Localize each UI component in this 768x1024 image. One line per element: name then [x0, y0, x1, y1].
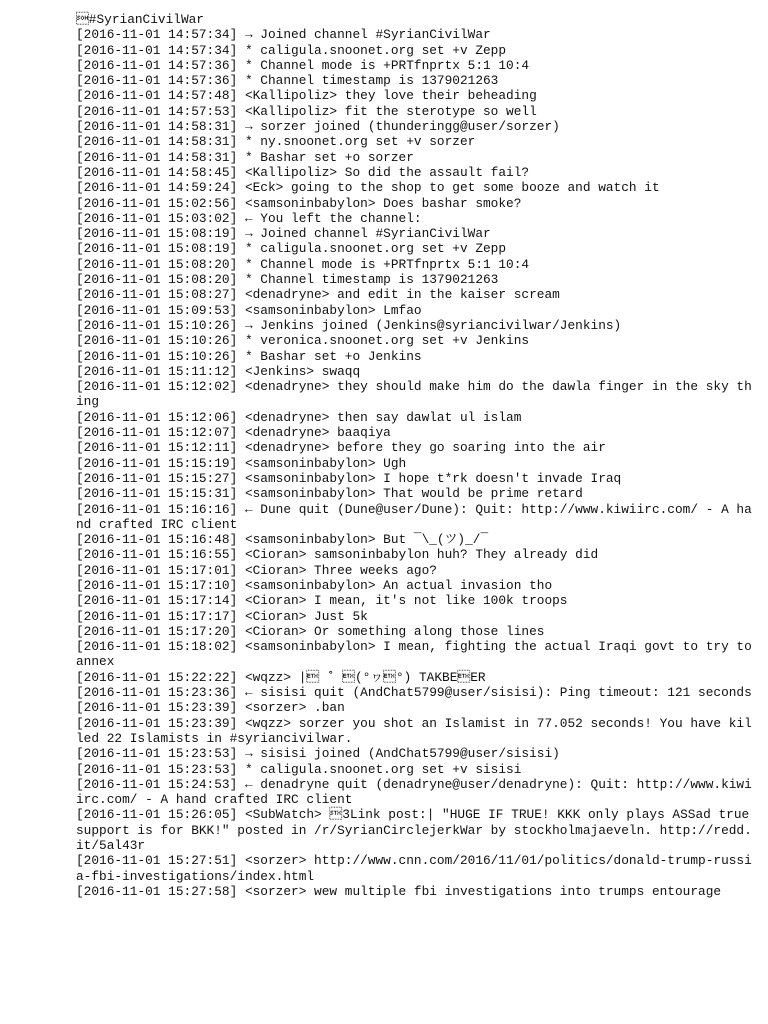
log-line: [2016-11-01 15:17:17] <Cioran> Just 5k — [76, 608, 368, 624]
log-line: [2016-11-01 15:08:27] <denadryne> and edit in the kaiser scream — [76, 287, 560, 303]
log-line: [2016-11-01 15:15:31] <samsoninbabylon> That would be prime retard — [76, 486, 583, 502]
log-line: [2016-11-01 15:23:53] → sisisi joined (AndChat5799@user/sisisi) — [76, 746, 560, 762]
log-line: [2016-11-01 15:08:20] * Channel mode is +PRTfnprtx 5:1 10:4 — [76, 256, 530, 272]
irc-log — [76, 12, 760, 899]
log-line: [2016-11-01 14:57:34] * caligula.snoonet.org set +v Zepp — [76, 42, 507, 58]
log-line: [2016-11-01 14:58:45] <Kallipoliz> So did the assault fail? — [76, 164, 530, 180]
log-line: [2016-11-01 15:17:01] <Cioran> Three weeks ago? — [76, 562, 437, 578]
log-line: [2016-11-01 14:57:48] <Kallipoliz> they love their beheading — [76, 88, 537, 104]
log-line: [2016-11-01 15:12:07] <denadryne> baaqiya — [76, 425, 391, 441]
log-line: [2016-11-01 15:17:14] <Cioran> I mean, it's not like 100k troops — [76, 593, 568, 609]
log-line: [2016-11-01 15:08:20] * Channel timestamp is 1379021263 — [76, 272, 499, 288]
log-line: [2016-11-01 14:57:36] * Channel timestamp is 1379021263 — [76, 73, 499, 89]
log-line: [2016-11-01 14:59:24] <Eck> going to the shop to get some booze and watch it — [76, 180, 660, 196]
log-line: [2016-11-01 14:58:31] * Bashar set +o sorzer — [76, 149, 414, 165]
log-line: [2016-11-01 15:10:26] * veronica.snoonet.org set +v Jenkins — [76, 333, 530, 349]
log-line: [2016-11-01 15:02:56] <samsoninbabylon> Does bashar smoke? — [76, 195, 522, 211]
log-line: [2016-11-01 15:18:02] <samsoninbabylon> I mean, fighting the actual Iraqi govt to try to annex — [76, 639, 760, 670]
log-line: [2016-11-01 15:15:27] <samsoninbabylon> I hope t*rk doesn't invade Iraq — [76, 470, 622, 486]
log-line: [2016-11-01 15:15:19] <samsoninbabylon> Ugh — [76, 455, 407, 471]
log-line: [2016-11-01 15:16:16] ← Dune quit (Dune@user/Dune): Quit: http://www.kiwiirc.com/ - A hand crafted IRC client — [76, 501, 752, 532]
log-line: [2016-11-01 14:57:36] * Channel mode is +PRTfnprtx 5:1 10:4 — [76, 57, 530, 73]
log-line: [2016-11-01 14:57:34] → Joined channel #SyrianCivilWar — [76, 27, 491, 43]
log-line: [2016-11-01 15:10:26] → Jenkins joined (Jenkins@syriancivilwar/Jenkins) — [76, 317, 622, 333]
log-line: [2016-11-01 15:22:22] <wqzz> | ˚ (°ヮ°) TAKBEER — [76, 669, 486, 685]
log-line: [2016-11-01 15:17:10] <samsoninbabylon> An actual invasion tho — [76, 577, 553, 593]
log-line: [2016-11-01 15:23:36] ← sisisi quit (AndChat5799@user/sisisi): Ping timeout: 121 seconds — [76, 685, 752, 701]
log-line: [2016-11-01 15:23:53] * caligula.snoonet.org set +v sisisi — [76, 761, 522, 777]
log-line: [2016-11-01 15:08:19] → Joined channel #SyrianCivilWar — [76, 226, 491, 242]
log-line: [2016-11-01 15:26:05] <SubWatch> 3Link post:| "HUGE IF TRUE! KKK only plays ASSad true support is for BKK!" posted in /r/SyrianCirclejerkWar by stockholmajaeveln. http://redd.it/5al43r — [76, 807, 757, 854]
log-line: [2016-11-01 14:58:31] * ny.snoonet.org set +v sorzer — [76, 134, 476, 150]
log-line: [2016-11-01 15:16:48] <samsoninbabylon> But ¯\_(ツ)_/¯ — [76, 532, 489, 548]
log-line: [2016-11-01 15:12:02] <denadryne> they should make him do the dawla finger in the sky thing — [76, 379, 752, 410]
channel-header: #SyrianCivilWar — [76, 12, 204, 27]
log-line: [2016-11-01 15:11:12] <Jenkins> swaqq — [76, 363, 361, 379]
log-line: [2016-11-01 15:12:11] <denadryne> before they go soaring into the air — [76, 440, 606, 456]
log-line: [2016-11-01 15:17:20] <Cioran> Or something along those lines — [76, 623, 545, 639]
log-line: [2016-11-01 15:23:39] <wqzz> sorzer you shot an Islamist in 77.052 seconds! You have killed 22 Islamists in #syriancivilwar. — [76, 715, 752, 746]
log-line: [2016-11-01 15:16:55] <Cioran> samsoninbabylon huh? They already did — [76, 547, 599, 563]
log-line: [2016-11-01 15:27:58] <sorzer> wew multiple fbi investigations into trumps entourage — [76, 883, 722, 899]
log-line: [2016-11-01 14:58:31] → sorzer joined (thunderingg@user/sorzer) — [76, 119, 560, 135]
log-line: [2016-11-01 15:10:26] * Bashar set +o Jenkins — [76, 348, 422, 364]
log-line: [2016-11-01 14:57:53] <Kallipoliz> fit the sterotype so well — [76, 103, 537, 119]
log-line: [2016-11-01 15:08:19] * caligula.snoonet.org set +v Zepp — [76, 241, 507, 257]
log-line: [2016-11-01 15:09:53] <samsoninbabylon> Lmfao — [76, 302, 422, 318]
log-line: [2016-11-01 15:23:39] <sorzer> .ban — [76, 700, 345, 716]
log-line: [2016-11-01 15:12:06] <denadryne> then say dawlat ul islam — [76, 409, 522, 425]
log-line: [2016-11-01 15:24:53] ← denadryne quit (denadryne@user/denadryne): Quit: http://www.kiwiirc.com/ - A hand crafted IRC client — [76, 776, 752, 808]
log-line: [2016-11-01 15:03:02] ← You left the channel: — [76, 210, 422, 226]
log-line: [2016-11-01 15:27:51] <sorzer> http://www.cnn.com/2016/11/01/politics/donald-trump-russia-fbi-investigations/index.html — [76, 853, 752, 884]
